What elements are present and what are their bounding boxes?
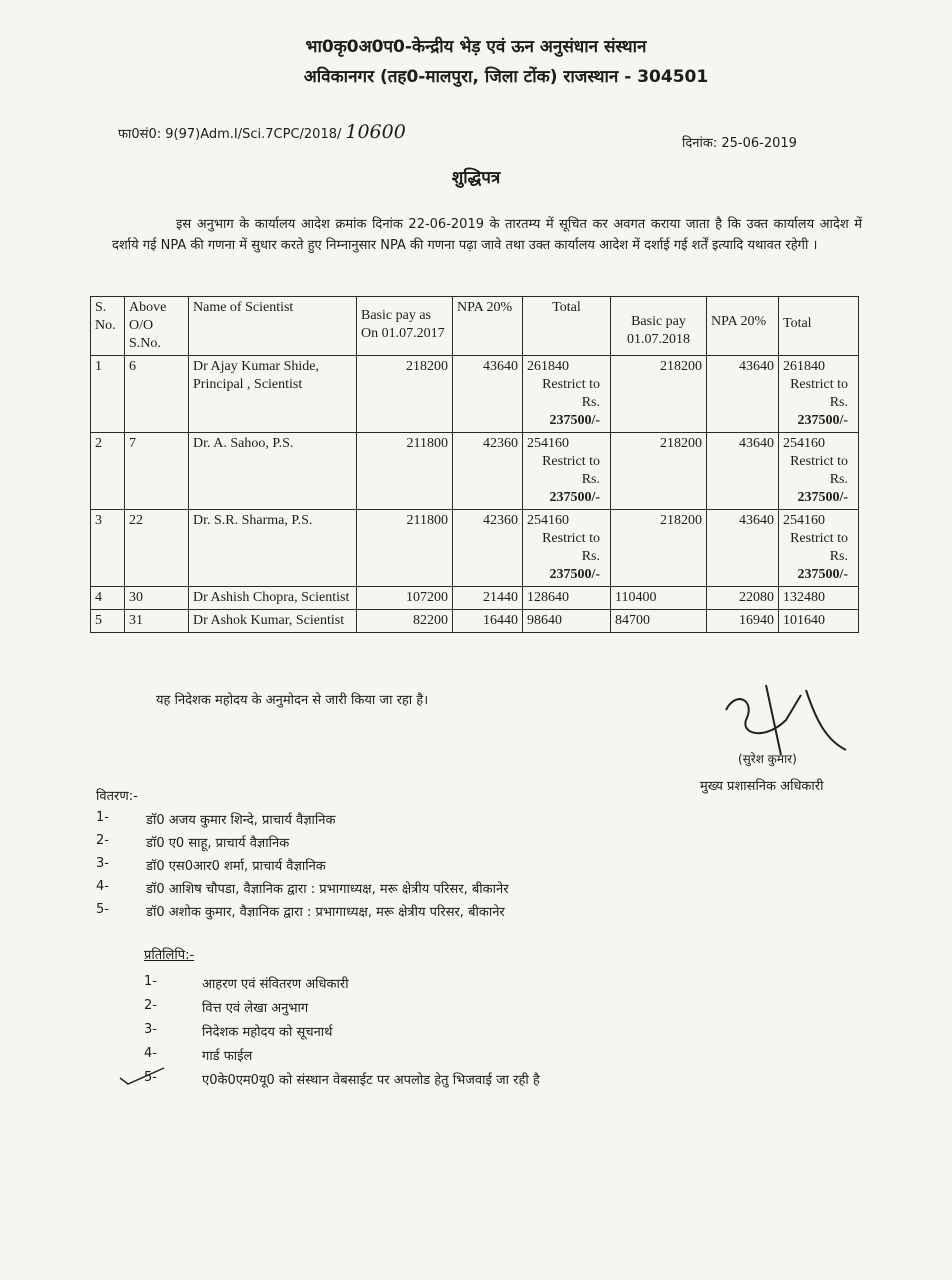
cell-total-2: 101640 xyxy=(779,610,859,633)
body-paragraph: इस अनुभाग के कार्यालय आदेश क्रमांक दिनांक 22-06-2019 के तारतम्य में सूचित कर अवगत कराया जाता है कि उक्त कार्यालय आदेश में दर्शाये गई NPA की गणना में सुधार करते हुए निम्नानुसार NPA की गणना पढ़ा जावे तथा उक्त कार्यालय आदेश में दर्शाई गई शर्तें इत्यादि यथावत रहेगी । xyxy=(112,217,862,253)
cell-name: Dr Ashok Kumar, Scientist xyxy=(189,610,357,633)
total-1-restrict: Restrict to Rs. xyxy=(542,377,600,410)
cell-npa-2: 43640 xyxy=(707,433,779,510)
copy-to-title: प्रतिलिपि:- xyxy=(144,948,195,963)
institute-address: अविकानगर (तह0-मालपुरा, जिला टोंक) राजस्थान - 304501 xyxy=(303,67,709,87)
cell-npa-2: 43640 xyxy=(707,510,779,587)
approval-note: यह निदेशक महोदय के अनुमोदन से जारी किया जा रहा है। xyxy=(156,693,429,708)
total-1-value: 254160 xyxy=(527,436,569,451)
cell-above: 22 xyxy=(125,510,189,587)
total-1-cap: 237500/- xyxy=(549,490,600,505)
cell-npa-1: 42360 xyxy=(453,510,523,587)
cell-basic-2017: 218200 xyxy=(357,356,453,433)
header-total-2: Total xyxy=(779,297,859,356)
cell-basic-2018: 218200 xyxy=(611,356,707,433)
total-2-restrict: Restrict to Rs. xyxy=(790,531,848,564)
cell-total-2: 132480 xyxy=(779,587,859,610)
cell-basic-2018: 218200 xyxy=(611,510,707,587)
cell-basic-2017: 82200 xyxy=(357,610,453,633)
total-1-restrict: Restrict to Rs. xyxy=(542,454,600,487)
cell-name: Dr. S.R. Sharma, P.S. xyxy=(189,510,357,587)
cell-total-1: 98640 xyxy=(523,610,611,633)
header-name: Name of Scientist xyxy=(189,297,357,356)
cell-npa-1: 21440 xyxy=(453,587,523,610)
cell-above: 30 xyxy=(125,587,189,610)
header-above: Above O/O S.No. xyxy=(125,297,189,356)
cell-total-2 xyxy=(779,356,859,433)
total-2-value: 254160 xyxy=(783,513,825,528)
cell-above: 31 xyxy=(125,610,189,633)
cell-name: Dr Ajay Kumar Shide, Principal , Scientist xyxy=(189,356,357,433)
total-2-restrict: Restrict to Rs. xyxy=(790,377,848,410)
cell-above: 6 xyxy=(125,356,189,433)
header-npa-2: NPA 20% xyxy=(707,297,779,356)
cell-total-2 xyxy=(779,433,859,510)
document-date: दिनांक: 25-06-2019 xyxy=(682,136,797,151)
table-row xyxy=(91,433,859,510)
header-basic-2018: Basic pay 01.07.2018 xyxy=(611,297,707,356)
total-2-value: 254160 xyxy=(783,436,825,451)
signature-mark xyxy=(706,680,856,760)
distribution-title: वितरण:- xyxy=(96,789,138,804)
cell-sno: 2 xyxy=(91,433,125,510)
total-1-cap: 237500/- xyxy=(549,567,600,582)
file-number-handwritten: 10600 xyxy=(345,121,406,143)
cell-sno: 1 xyxy=(91,356,125,433)
cell-total-1 xyxy=(523,433,611,510)
total-2-cap: 237500/- xyxy=(797,413,848,428)
cell-sno: 3 xyxy=(91,510,125,587)
header-basic-2017: Basic pay as On 01.07.2017 xyxy=(357,297,453,356)
cell-basic-2018: 84700 xyxy=(611,610,707,633)
cell-basic-2017: 107200 xyxy=(357,587,453,610)
tick-mark-icon xyxy=(118,1064,166,1086)
total-1-cap: 237500/- xyxy=(549,413,600,428)
document-title: शुद्धिपत्र xyxy=(451,168,501,188)
document-page: भा0कृ0अ0प0-केन्द्रीय भेड़ एवं ऊन अनुसंधान संस्थान अविकानगर (तह0-मालपुरा, जिला टोंक) राजस्थान - 304501 फा0सं0: 9(97)Adm.I/Sci.7CPC/2018/ 10600 दिनांक: 25-06-2019 शुद्धिपत्र इस अनुभाग के कार्यालय आदेश क्रमांक दिनांक 22-06-2019 के तारतम्य में सूचित कर अवगत कराया जाता है कि उक्त कार्यालय आदेश में दर्शाये गई NPA की गणना में सुधार करते हुए निम्नानुसार NPA की गणना पढ़ा जावे तथा उक्त कार्यालय आदेश में दर्शाई गई शर्तें इत्यादि यथावत रहेगी । S. No. Above O/O S.No. Name of Scientist Basic pay as On 01.07.2017 NPA 20% Total Basic pay 01.07.2018 NPA 20% Total 1 6 Dr Ajay Kumar Shide, Principal , Scientist 218200 43640 261840 Restrict to Rs. 237500/- 218200 43640 261840 Restrict to Rs. 237500/- 2 7 Dr. A. Sahoo, P.S. 211800 42360 254160 Restrict to Rs. 237500/- 218200 43640 254160 Restrict to Rs. 237500/- 3 22 Dr. S.R. Sharma, P.S. 211800 42360 254160 Restrict to Rs. 237500/- 218200 43640 254160 Restrict to Rs. 237500/- 4 30 Dr Ashish Chopra, Scientist 107200 21440 128640 110400 22080 132480 5 31 Dr Ashok Kumar, Scientist 82200 16440 98640 84700 16940 101640 यह निदेशक महोदय के अनुमोदन से जारी किया जा रहा है। (सुरेश कुमार) मुख्य प्रशासनिक अधिकारी वितरण:- 1- डॉ0 अजय कुमार शिन्दे, प्राचार्य वैज्ञानिक 2- डॉ0 ए0 साहू, प्राचार्य वैज्ञानिक 3- डॉ0 एस0आर0 शर्मा, प्राचार्य वैज्ञानिक 4- डॉ0 आशिष चौपडा, वैज्ञानिक द्वारा : प्रभागाध्यक्ष, मरू क्षेत्रीय परिसर, बीकानेर 5- डॉ0 अशोक कुमार, वैज्ञानिक द्वारा : प्रभागाध्यक्ष, मरू क्षेत्रीय परिसर, बीकानेर प्रतिलिपि:- 1- आहरण एवं संवितरण अधिकारी 2- वित्त एवं लेखा अनुभाग 3- निदेशक महोदय को सूचनार्थ 4- गार्ड फाईल 5- ए0के0एम0यू0 को संस्थान वेबसाईट पर अपलोड हेतु भिजवाई जा रही है xyxy=(0,0,952,1280)
header-npa-1: NPA 20% xyxy=(453,297,523,356)
signatory-name: (सुरेश कुमार) xyxy=(738,752,797,766)
table-row xyxy=(91,510,859,587)
total-1-restrict: Restrict to Rs. xyxy=(542,531,600,564)
total-2-cap: 237500/- xyxy=(797,567,848,582)
cell-npa-1: 16440 xyxy=(453,610,523,633)
header-sno: S. No. xyxy=(91,297,125,356)
cell-sno: 4 xyxy=(91,587,125,610)
cell-total-1: 128640 xyxy=(523,587,611,610)
table-header-row xyxy=(91,297,859,356)
npa-table xyxy=(90,296,859,633)
cell-npa-2: 16940 xyxy=(707,610,779,633)
cell-basic-2018: 110400 xyxy=(611,587,707,610)
cell-npa-1: 43640 xyxy=(453,356,523,433)
cell-basic-2017: 211800 xyxy=(357,433,453,510)
cell-sno: 5 xyxy=(91,610,125,633)
total-2-value: 261840 xyxy=(783,359,825,374)
header-total-1: Total xyxy=(523,297,611,356)
total-1-value: 261840 xyxy=(527,359,569,374)
total-2-cap: 237500/- xyxy=(797,490,848,505)
total-1-value: 254160 xyxy=(527,513,569,528)
file-number-label: फा0सं0: 9(97)Adm.I/Sci.7CPC/2018/ xyxy=(118,127,342,142)
table-row xyxy=(91,610,859,633)
table-row xyxy=(91,356,859,433)
cell-name: Dr Ashish Chopra, Scientist xyxy=(189,587,357,610)
cell-npa-2: 43640 xyxy=(707,356,779,433)
signatory-designation: मुख्य प्रशासनिक अधिकारी xyxy=(700,779,824,794)
cell-total-1 xyxy=(523,510,611,587)
file-number xyxy=(118,121,406,143)
cell-npa-1: 42360 xyxy=(453,433,523,510)
total-2-restrict: Restrict to Rs. xyxy=(790,454,848,487)
cell-basic-2018: 218200 xyxy=(611,433,707,510)
cell-name: Dr. A. Sahoo, P.S. xyxy=(189,433,357,510)
table-row xyxy=(91,587,859,610)
cell-total-1 xyxy=(523,356,611,433)
cell-total-2 xyxy=(779,510,859,587)
cell-above: 7 xyxy=(125,433,189,510)
institute-name: भा0कृ0अ0प0-केन्द्रीय भेड़ एवं ऊन अनुसंधान संस्थान xyxy=(305,37,647,57)
cell-npa-2: 22080 xyxy=(707,587,779,610)
cell-basic-2017: 211800 xyxy=(357,510,453,587)
